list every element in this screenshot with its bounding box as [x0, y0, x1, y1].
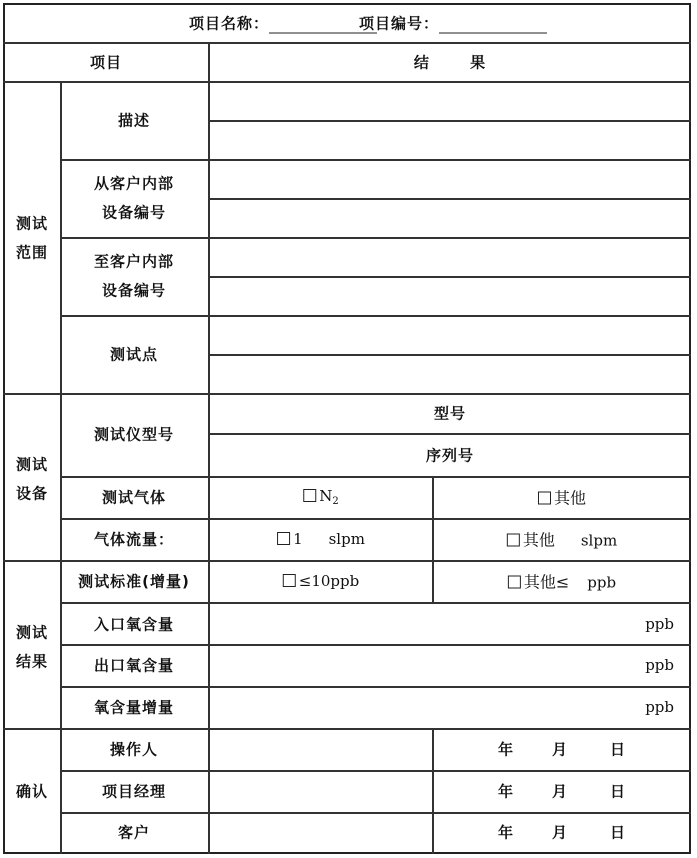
instrument-model-label: 测试仪型号: [93, 425, 175, 444]
row-divider: [3, 42, 691, 44]
customer-date-day: 日: [609, 823, 627, 842]
operator-label: 操作人: [109, 740, 159, 759]
checkbox-standard-10ppb[interactable]: [283, 574, 296, 587]
flow-option-1[interactable]: [277, 530, 365, 548]
project-name-field[interactable]: [189, 13, 377, 34]
customer-label: 客户: [117, 823, 151, 842]
manager-date-year: 年: [497, 782, 515, 801]
item-column-header: 项目: [89, 53, 123, 72]
outlet-oxygen-label: 出口氧含量: [93, 656, 175, 675]
standard-other-unit: ppb: [587, 573, 617, 592]
result-column-header: 结 果: [413, 53, 487, 72]
flow-other-text: 其他: [522, 530, 555, 550]
test-points-label: 测试点: [109, 345, 159, 364]
description-label: 描述: [117, 111, 151, 130]
customer-date-year: 年: [497, 823, 515, 842]
checkbox-flow-other[interactable]: [507, 534, 520, 547]
gas-flow-label: 气体流量：: [93, 530, 175, 549]
oxygen-increase-unit: ppb: [645, 698, 674, 716]
row-divider: [61, 686, 691, 688]
project-number-field[interactable]: [359, 13, 547, 34]
row-divider: [3, 728, 691, 730]
row-divider: [61, 476, 691, 478]
standard-10ppb-text: ≤10ppb: [298, 572, 360, 590]
row-divider: [209, 198, 691, 200]
gas-option-other[interactable]: [538, 486, 586, 509]
scope-title-line1: 测试: [15, 214, 49, 233]
equipment-title-line2: 设备: [15, 484, 49, 503]
column-divider: [432, 476, 434, 602]
flow-1-value: 1: [293, 530, 303, 548]
inlet-oxygen-unit: ppb: [645, 615, 674, 633]
from-device-label-line1: 从客户内部: [93, 174, 175, 193]
equipment-title-line1: 测试: [15, 455, 49, 474]
row-divider: [61, 315, 691, 317]
results-title-line2: 结果: [15, 652, 49, 671]
test-standard-label: 测试标准(增量): [78, 572, 190, 591]
gas-n2-subscript: 2: [332, 496, 339, 507]
row-divider: [3, 560, 691, 562]
checkbox-gas-other[interactable]: [538, 492, 551, 505]
customer-date-month: 月: [551, 823, 569, 842]
operator-date-month: 月: [551, 740, 569, 759]
project-number-label: 项目编号：: [358, 14, 440, 33]
row-divider: [3, 393, 691, 395]
column-divider: [60, 81, 62, 854]
gas-other-text: 其他: [553, 488, 587, 508]
standard-other-text: 其他≤: [523, 572, 570, 592]
row-divider: [209, 354, 691, 356]
column-divider: [432, 728, 434, 854]
gas-option-n2[interactable]: [303, 487, 339, 507]
row-divider: [61, 237, 691, 239]
project-name-label: 项目名称：: [188, 14, 270, 33]
gas-n2-text: N: [319, 487, 333, 505]
row-divider: [61, 518, 691, 520]
test-gas-label: 测试气体: [101, 488, 167, 507]
column-divider: [208, 42, 210, 854]
to-device-label-line2: 设备编号: [101, 281, 167, 300]
row-divider: [3, 81, 691, 83]
operator-date-year: 年: [497, 740, 515, 759]
manager-date-month: 月: [551, 782, 569, 801]
checkbox-standard-other[interactable]: [508, 576, 521, 589]
row-divider: [209, 120, 691, 122]
row-divider: [61, 602, 691, 604]
to-device-label-line1: 至客户内部: [93, 252, 175, 271]
row-divider: [209, 276, 691, 278]
checkbox-flow-1[interactable]: [277, 532, 290, 545]
checkbox-n2[interactable]: [303, 489, 316, 502]
row-divider: [61, 159, 691, 161]
row-divider: [61, 770, 691, 772]
project-manager-label: 项目经理: [101, 782, 167, 801]
flow-other-unit: slpm: [580, 531, 618, 550]
from-device-label-line2: 设备编号: [101, 203, 167, 222]
flow-option-other[interactable]: [507, 528, 617, 551]
row-divider: [61, 644, 691, 646]
standard-option-other[interactable]: [508, 570, 616, 593]
row-divider: [61, 812, 691, 814]
inlet-oxygen-label: 入口氧含量: [93, 615, 175, 634]
serial-label: 序列号: [425, 446, 475, 465]
project-number-blank[interactable]: [439, 15, 547, 34]
manager-date-day: 日: [609, 782, 627, 801]
results-title-line1: 测试: [15, 623, 49, 642]
oxygen-increase-label: 氧含量增量: [93, 698, 175, 717]
model-label: 型号: [433, 404, 467, 423]
standard-option-10ppb[interactable]: [283, 572, 359, 590]
confirm-title: 确认: [15, 782, 49, 801]
scope-title-line2: 范围: [15, 243, 49, 262]
outlet-oxygen-unit: ppb: [645, 656, 674, 674]
flow-1-unit: slpm: [328, 530, 365, 548]
row-divider: [209, 433, 691, 435]
operator-date-day: 日: [609, 740, 627, 759]
